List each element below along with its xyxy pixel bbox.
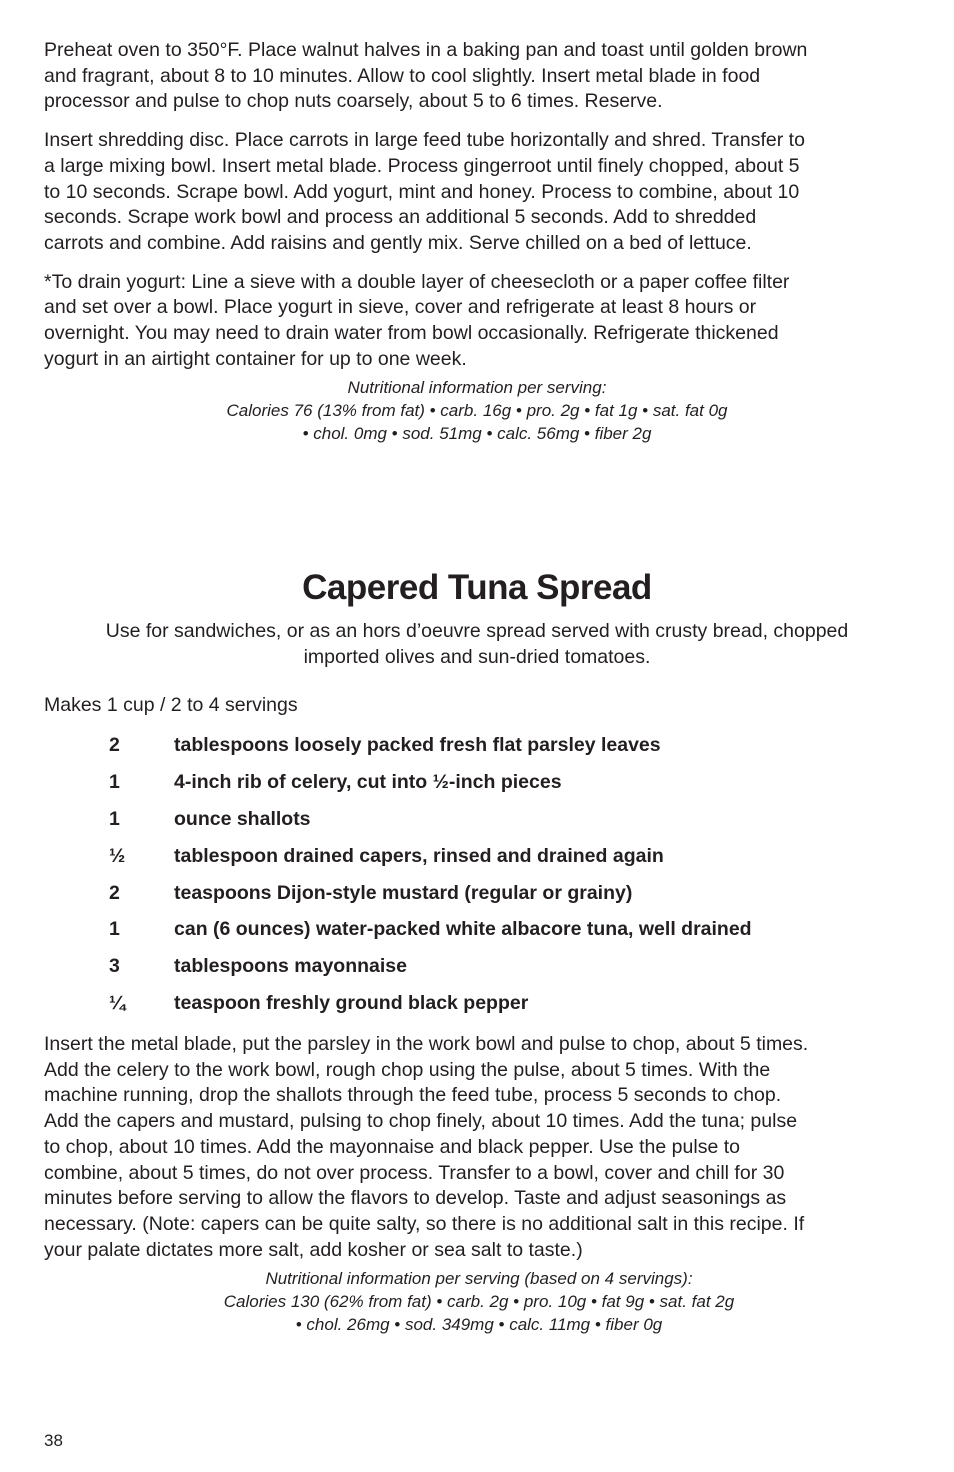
- ingredient-text: tablespoon drained capers, rinsed and drained again: [174, 844, 664, 867]
- text-line: minutes before serving to allow the flavors to develop. Taste and adjust seasonings as: [44, 1187, 787, 1210]
- text-line: seconds. Scrape work bowl and process an additional 5 seconds. Add to shredded: [44, 206, 757, 229]
- method-paragraph: [44, 1032, 914, 1263]
- nutrition-info-tuna-spread: [44, 1267, 914, 1336]
- nutrition-line: • chol. 0mg • sod. 51mg • calc. 56mg • fiber 2g: [302, 424, 652, 444]
- ingredient-qty: ¼: [109, 992, 126, 1015]
- ingredient-text: tablespoons loosely packed fresh flat parsley leaves: [174, 734, 661, 756]
- text-line: Use for sandwiches, or as an hors d’oeuvre spread served with crusty bread, chopped: [105, 620, 849, 642]
- walnut-instructions: [44, 38, 910, 115]
- text-line: Add the celery to the work bowl, rough chop using the pulse, about 5 times. With the: [44, 1058, 771, 1081]
- nutrition-line: • chol. 26mg • sod. 349mg • calc. 11mg • fiber 0g: [295, 1315, 663, 1335]
- ingredient-item: [109, 806, 752, 843]
- ingredient-qty: 3: [109, 955, 120, 978]
- ingredient-item: [109, 916, 752, 953]
- text-line: machine running, drop the shallots through the feed tube, process 5 seconds to chop.: [44, 1084, 782, 1107]
- ingredient-qty: 2: [109, 734, 120, 756]
- text-line: carrots and combine. Add raisins and gently mix. Serve chilled on a bed of lettuce.: [44, 231, 752, 254]
- ingredient-item: [109, 732, 752, 769]
- ingredient-text: ounce shallots: [174, 807, 311, 830]
- ingredient-text: can (6 ounces) water-packed white albacore tuna, well drained: [174, 918, 752, 941]
- ingredient-list: [109, 732, 752, 1027]
- ingredient-item: [109, 769, 752, 806]
- text-line: your palate dictates more salt, add kosher or sea salt to taste.): [44, 1238, 583, 1261]
- text-line: and fragrant, about 8 to 10 minutes. Allow to cool slightly. Insert metal blade in food: [44, 64, 761, 87]
- ingredient-qty: ½: [109, 844, 126, 867]
- text-line: imported olives and sun-dried tomatoes.: [303, 646, 651, 668]
- text-line: to 10 seconds. Scrape bowl. Add yogurt, mint and honey. Process to combine, about 10: [44, 180, 800, 203]
- nutrition-info-carrot-salad: [44, 376, 910, 445]
- text-line: yogurt in an airtight container for up to one week.: [44, 347, 467, 370]
- text-line: Insert the metal blade, put the parsley in the work bowl and pulse to chop, about 5 times.: [44, 1033, 809, 1055]
- nutrition-heading: Nutritional information per serving (based on 4 servings):: [265, 1269, 693, 1289]
- ingredient-item: [109, 953, 752, 990]
- text-line: *To drain yogurt: Line a sieve with a double layer of cheesecloth or a paper coffee filter: [44, 270, 790, 293]
- text-line: a large mixing bowl. Insert metal blade. Process gingerroot until finely chopped, about 5: [44, 154, 800, 177]
- ingredient-qty: 1: [109, 770, 120, 793]
- ingredient-item: [109, 843, 752, 880]
- nutrition-line: Calories 130 (62% from fat) • carb. 2g • pro. 10g • fat 9g • sat. fat 2g: [223, 1292, 735, 1312]
- ingredient-text: teaspoon freshly ground black pepper: [174, 992, 529, 1015]
- ingredient-item: [109, 990, 752, 1027]
- text-line: and set over a bowl. Place yogurt in sieve, cover and refrigerate at least 8 hours or: [44, 296, 757, 319]
- ingredient-text: 4-inch rib of celery, cut into ½-inch pieces: [174, 770, 562, 793]
- ingredient-item: [109, 880, 752, 917]
- recipe-method: [44, 1032, 914, 1336]
- ingredient-text: tablespoons mayonnaise: [174, 955, 407, 978]
- text-line: processor and pulse to chop nuts coarsely, about 5 to 6 times. Reserve.: [44, 90, 663, 113]
- ingredient-qty: 1: [109, 918, 120, 941]
- carrot-instructions: [44, 128, 910, 257]
- page-content: [44, 38, 910, 1335]
- recipe-yield: Makes 1 cup / 2 to 4 servings: [44, 694, 298, 716]
- ingredient-qty: 2: [109, 881, 120, 904]
- nutrition-heading: Nutritional information per serving:: [347, 378, 607, 398]
- yogurt-note: [44, 270, 910, 373]
- text-line: overnight. You may need to drain water from bowl occasionally. Refrigerate thickened: [44, 322, 779, 345]
- text-line: Insert shredding disc. Place carrots in large feed tube horizontally and shred. Transfer to: [44, 129, 805, 152]
- ingredient-text: teaspoons Dijon-style mustard (regular or grainy): [174, 881, 633, 904]
- text-line: Add the capers and mustard, pulsing to chop finely, about 10 times. Add the tuna; pulse: [44, 1110, 798, 1133]
- text-line: necessary. (Note: capers can be quite salty, so there is no additional salt in this recipe. If: [44, 1212, 805, 1235]
- text-line: combine, about 5 times, do not over process. Transfer to a bowl, cover and chill for 30: [44, 1161, 785, 1184]
- text-line: to chop, about 10 times. Add the mayonnaise and black pepper. Use the pulse to: [44, 1135, 740, 1158]
- text-line: Preheat oven to 350°F. Place walnut halves in a baking pan and toast until golden brown: [44, 39, 808, 61]
- recipe-intro: [44, 618, 910, 670]
- ingredient-qty: 1: [109, 807, 120, 830]
- recipe-title: Capered Tuna Spread: [302, 568, 652, 607]
- page-number: 38: [44, 1431, 63, 1450]
- nutrition-line: Calories 76 (13% from fat) • carb. 16g • pro. 2g • fat 1g • sat. fat 0g: [226, 401, 728, 421]
